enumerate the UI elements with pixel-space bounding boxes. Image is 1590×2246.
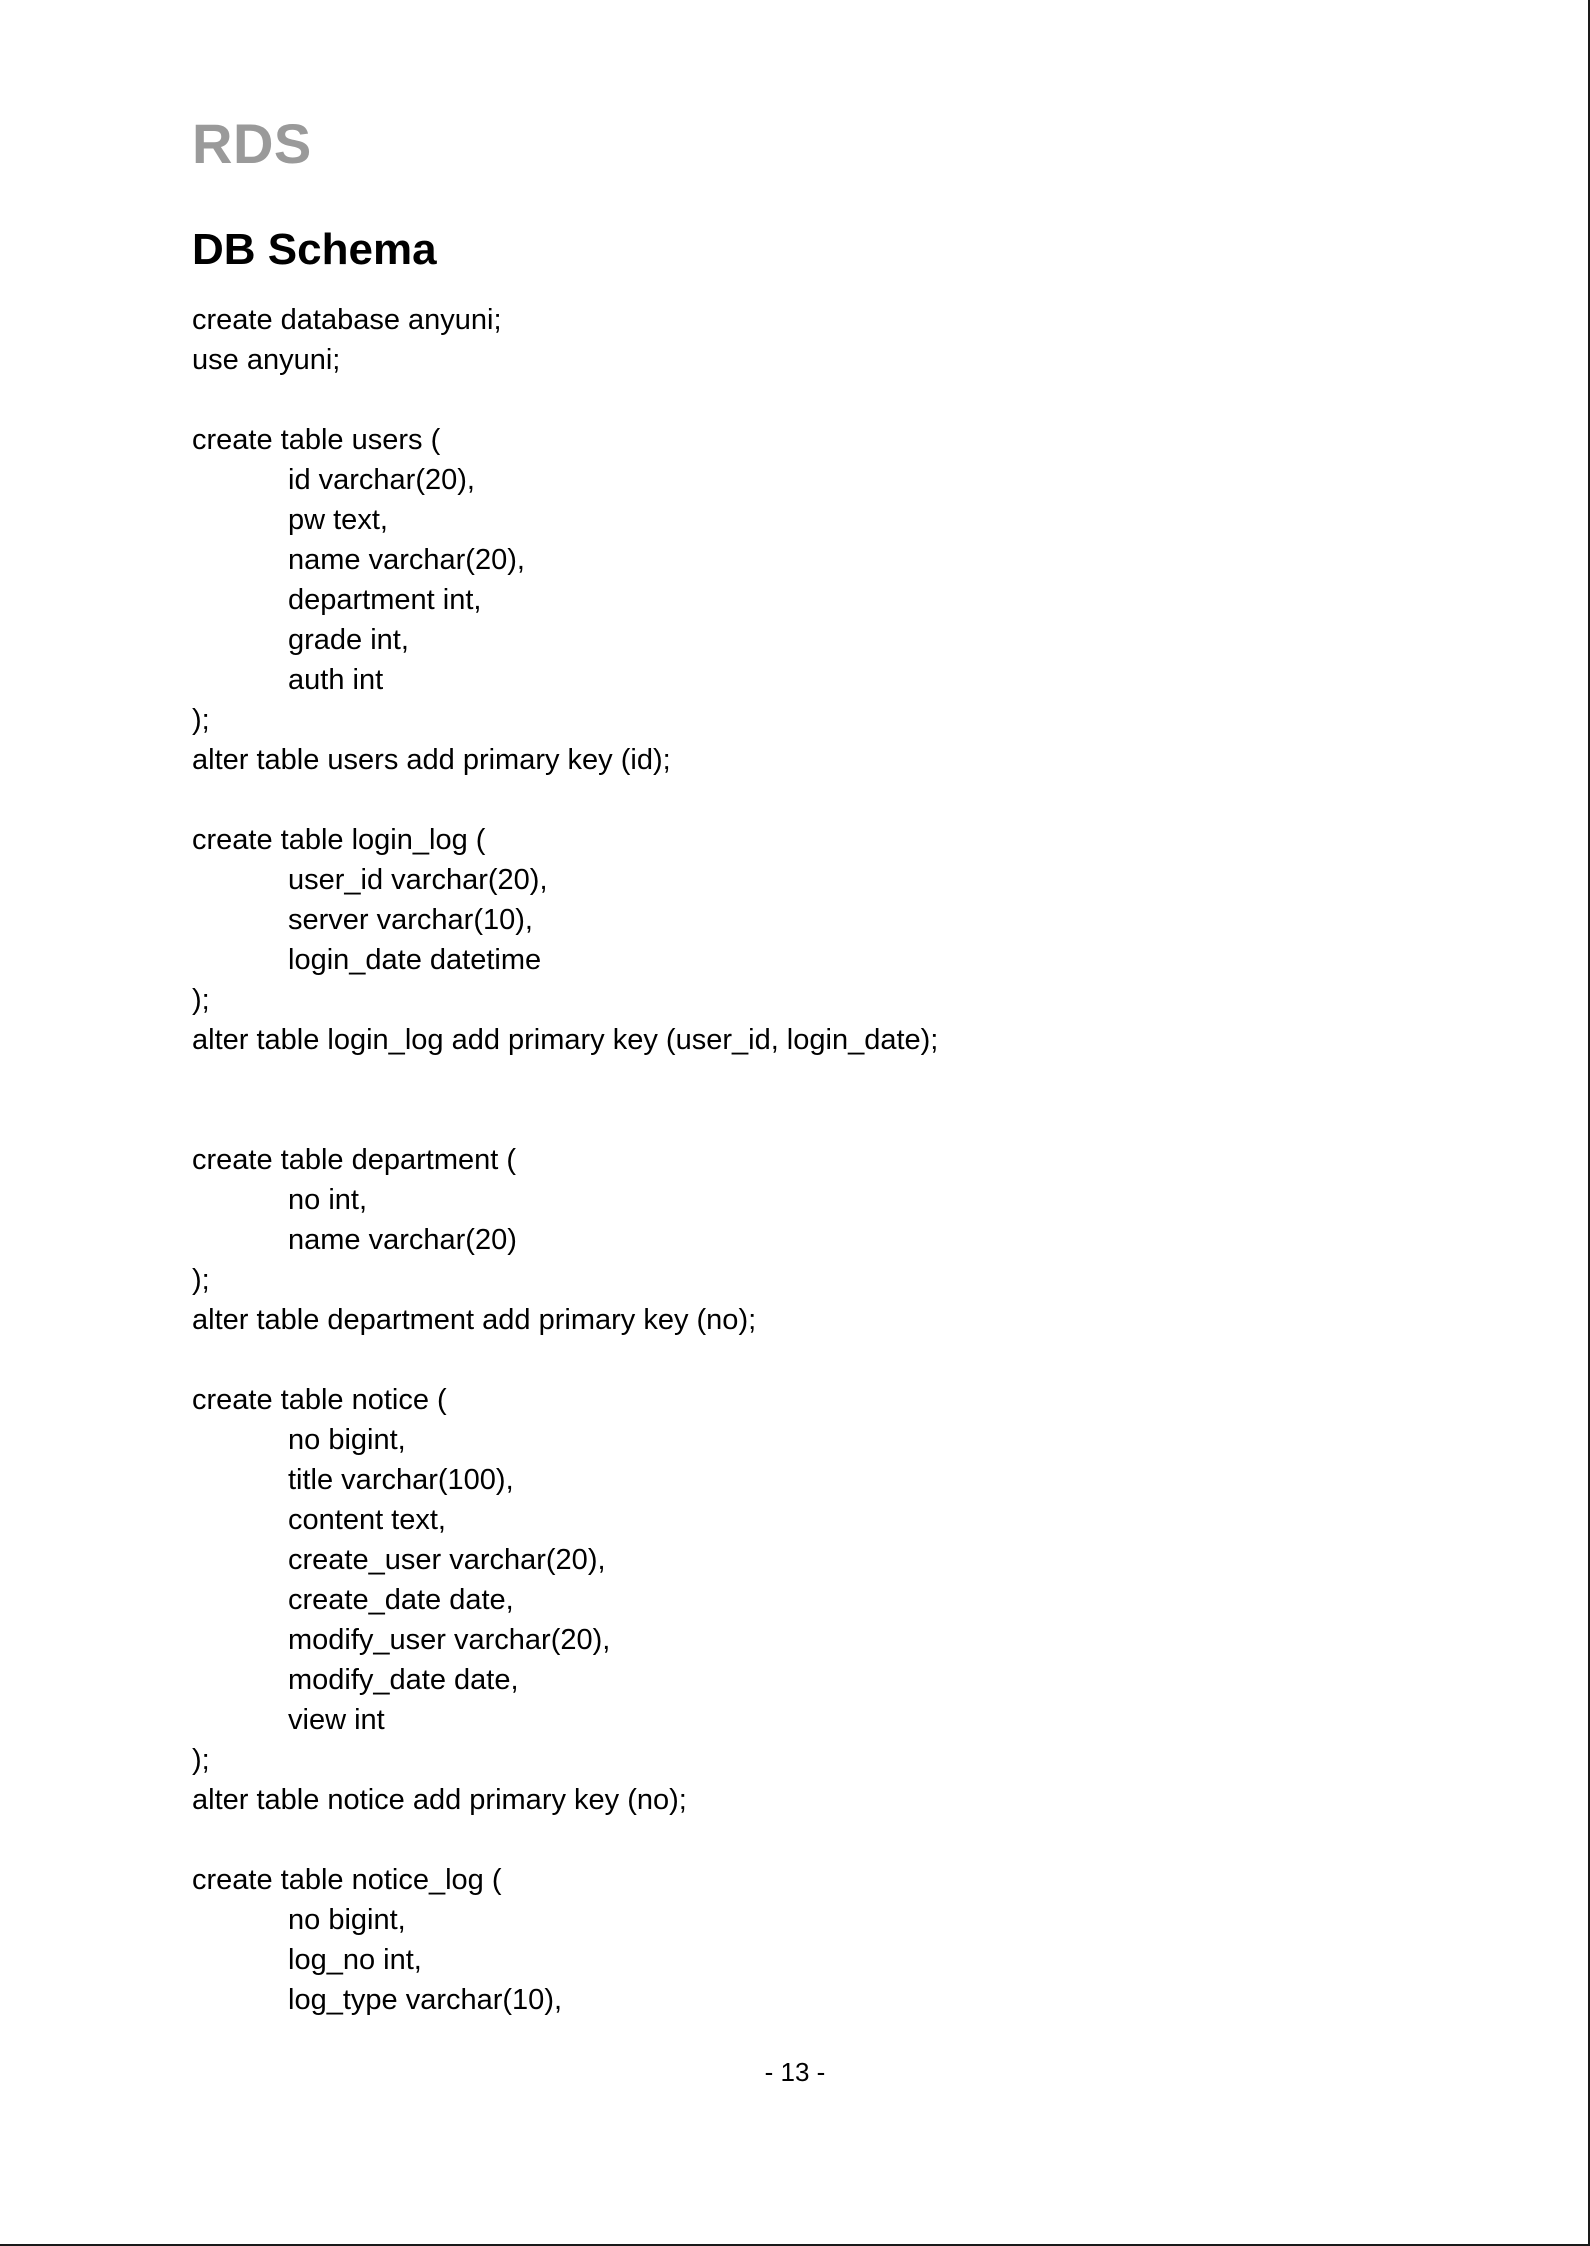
code-line: pw text, bbox=[288, 504, 388, 536]
page-number: - 13 - bbox=[764, 2057, 826, 2087]
code-line: no bigint, bbox=[288, 1904, 406, 1936]
code-line: alter table notice add primary key (no); bbox=[192, 1784, 687, 1816]
code-line: create_date date, bbox=[288, 1584, 514, 1616]
code-line: modify_date date, bbox=[288, 1664, 519, 1696]
code-line: name varchar(20) bbox=[288, 1224, 517, 1256]
code-line: user_id varchar(20), bbox=[288, 864, 548, 896]
page-heading: DB Schema bbox=[192, 225, 437, 274]
section-title: RDS bbox=[192, 112, 312, 175]
code-line: create table users ( bbox=[192, 424, 441, 456]
code-line: title varchar(100), bbox=[288, 1464, 514, 1496]
sql-code-block bbox=[192, 300, 938, 2020]
code-line: server varchar(10), bbox=[288, 904, 533, 936]
code-line: name varchar(20), bbox=[288, 544, 525, 576]
code-line: create table department ( bbox=[192, 1144, 517, 1176]
code-line: alter table login_log add primary key (user_id, login_date); bbox=[192, 1024, 939, 1056]
code-line: log_no int, bbox=[288, 1944, 422, 1976]
code-line: login_date datetime bbox=[288, 944, 542, 976]
code-line: ); bbox=[192, 984, 210, 1016]
code-line: content text, bbox=[288, 1504, 446, 1536]
blank-line bbox=[192, 1060, 938, 1140]
code-line: ); bbox=[192, 1744, 210, 1776]
code-line: no int, bbox=[288, 1184, 367, 1216]
blank-line bbox=[192, 780, 938, 820]
code-line: alter table users add primary key (id); bbox=[192, 744, 671, 776]
code-line: alter table department add primary key (no); bbox=[192, 1304, 757, 1336]
code-line: use anyuni; bbox=[192, 344, 341, 376]
blank-line bbox=[192, 1820, 938, 1860]
code-line: ); bbox=[192, 1264, 210, 1296]
code-line: view int bbox=[288, 1704, 385, 1736]
blank-line bbox=[192, 380, 938, 420]
code-line: modify_user varchar(20), bbox=[288, 1624, 611, 1656]
code-line: grade int, bbox=[288, 624, 409, 656]
code-line: create table login_log ( bbox=[192, 824, 486, 856]
code-line: create table notice ( bbox=[192, 1384, 447, 1416]
code-line: auth int bbox=[288, 664, 384, 696]
code-line: create database anyuni; bbox=[192, 304, 502, 336]
code-line: create table notice_log ( bbox=[192, 1864, 502, 1896]
blank-line bbox=[192, 1340, 938, 1380]
code-line: create_user varchar(20), bbox=[288, 1544, 606, 1576]
code-line: id varchar(20), bbox=[288, 464, 475, 496]
code-line: ); bbox=[192, 704, 210, 736]
code-line: department int, bbox=[288, 584, 482, 616]
code-line: log_type varchar(10), bbox=[288, 1984, 563, 2016]
code-line: no bigint, bbox=[288, 1424, 406, 1456]
